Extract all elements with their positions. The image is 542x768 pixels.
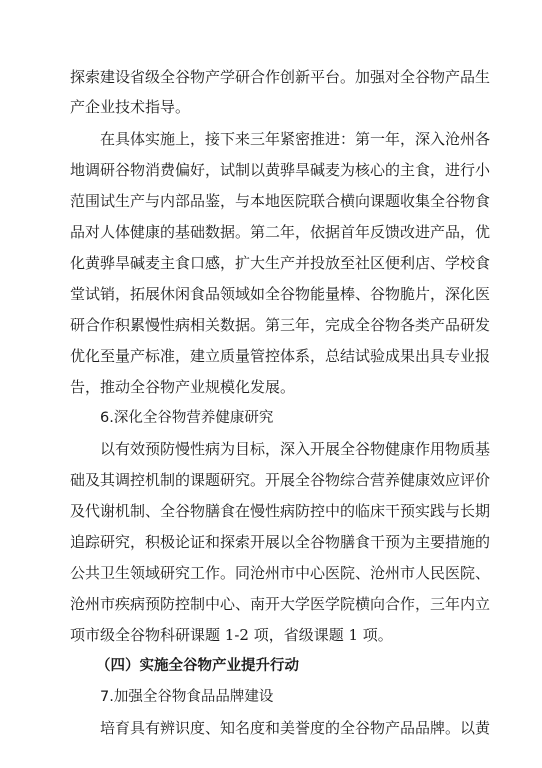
paragraph-line: 优化至量产标准，建立质量管控体系，总结试验成果出具专业报 <box>70 347 490 365</box>
paragraph-line: 在具体实施上，接下来三年紧密推进：第一年，深入沧州各 <box>100 130 490 148</box>
paragraph-line: 础及其调控机制的课题研究。开展全谷物综合营养健康效应评价 <box>70 471 490 489</box>
paragraph-line: 产企业技术指导。 <box>70 98 191 116</box>
paragraph-line: 沧州市疾病预防控制中心、南开大学医学院横向合作，三年内立 <box>70 595 490 613</box>
paragraph-line: 培育具有辨识度、知名度和美誉度的全谷物产品品牌。以黄 <box>100 719 490 737</box>
paragraph-line: 告，推动全谷物产业规模化发展。 <box>70 378 296 396</box>
paragraph-line: 品对人体健康的基础数据。第二年，依据首年反馈改进产品，优 <box>70 223 490 241</box>
section-heading-6: 6.深化全谷物营养健康研究 <box>100 410 274 426</box>
paragraph-line: 项市级全谷物科研课题 1-2 项，省级课题 1 项。 <box>70 626 393 644</box>
paragraph-line: 公共卫生领域研究工作。同沧州市中心医院、沧州市人民医院、 <box>70 564 490 582</box>
paragraph-line: 以有效预防慢性病为目标，深入开展全谷物健康作用物质基 <box>100 440 490 458</box>
paragraph-line: 堂试销，拓展休闲食品领域如全谷物能量棒、谷物脆片，深化医 <box>70 285 490 303</box>
paragraph-line: 化黄骅旱碱麦主食口感，扩大生产并投放至社区便利店、学校食 <box>70 254 490 272</box>
section-heading-4: （四）实施全谷物产业提升行动 <box>96 658 299 674</box>
paragraph-line: 追踪研究，积极论证和探索开展以全谷物膳食干预为主要措施的 <box>70 533 490 551</box>
paragraph-line: 范围试生产与内部品鉴，与本地医院联合横向课题收集全谷物食 <box>70 192 490 210</box>
paragraph-line: 及代谢机制、全谷物膳食在慢性病防控中的临床干预实践与长期 <box>70 502 490 520</box>
section-heading-7: 7.加强全谷物食品品牌建设 <box>100 689 274 705</box>
paragraph-line: 地调研谷物消费偏好，试制以黄骅旱碱麦为核心的主食，进行小 <box>70 161 490 179</box>
paragraph-line: 研合作积累慢性病相关数据。第三年，完成全谷物各类产品研发 <box>70 316 490 334</box>
paragraph-line: 探索建设省级全谷物产学研合作创新平台。加强对全谷物产品生 <box>70 68 490 86</box>
